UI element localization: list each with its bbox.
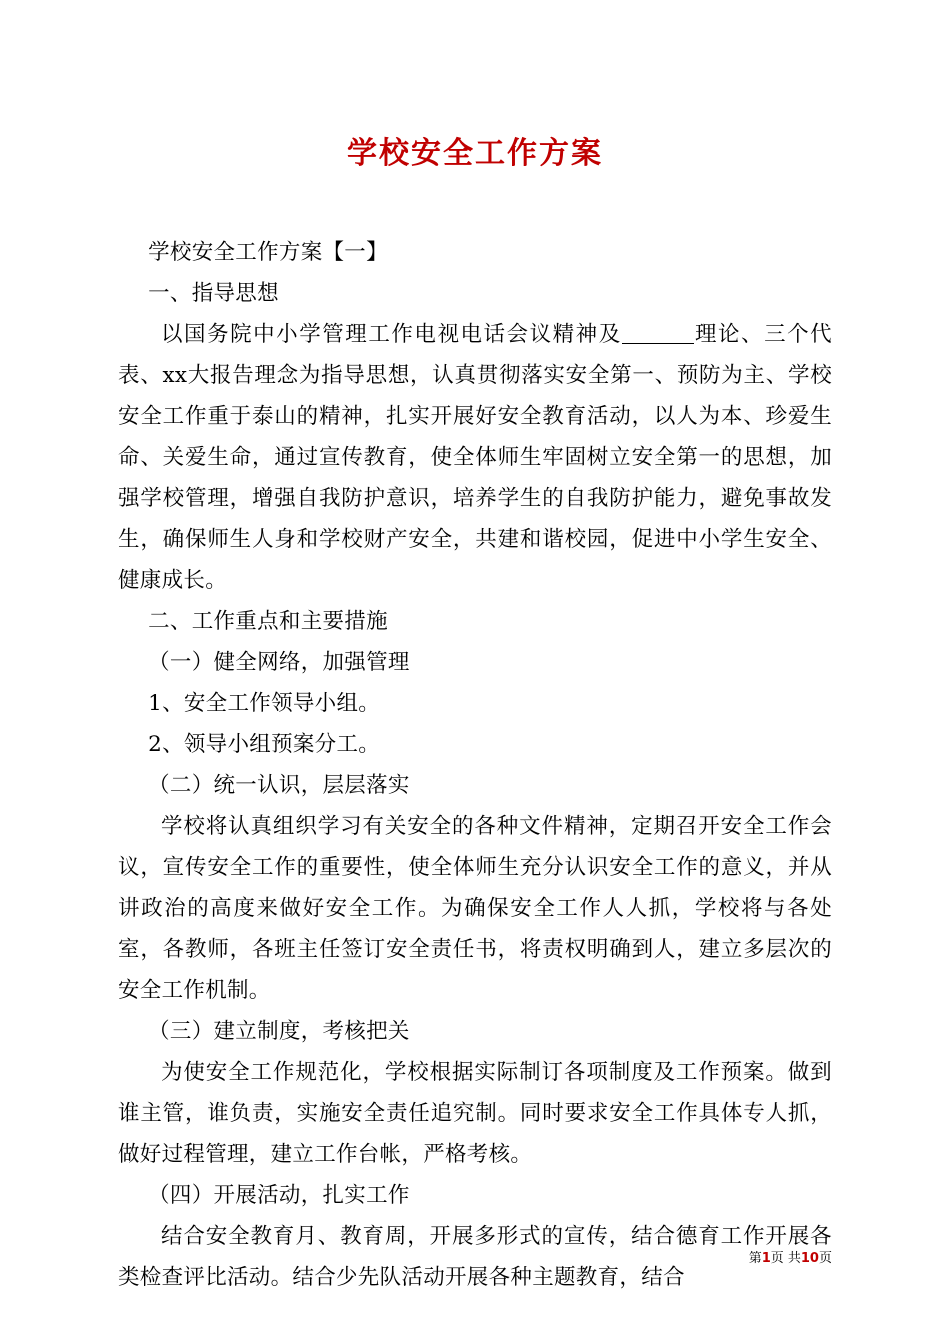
fill-in-blank (622, 343, 694, 344)
paragraph-item-1-sub-2: 2、领导小组预案分工。 (148, 732, 381, 757)
paragraph-item-4-heading: （四）开展活动，扎实工作 (148, 1183, 410, 1208)
page-title: 学校安全工作方案 (347, 136, 603, 171)
paragraph-item-3-body: 为使安全工作规范化，学校根据实际制订各项制度及工作预案。做到谁主管，谁负责，实施安全责任追究制。同时要求安全工作具体专人抓，做好过程管理，建立工作台帐，严格考核。 (118, 1060, 832, 1167)
footer-prefix: 第 (748, 1251, 762, 1266)
document-body (118, 232, 832, 1298)
page-footer (118, 1247, 832, 1266)
footer-total-pages: 10 (800, 1251, 819, 1266)
paragraph-item-1-heading: （一）健全网络，加强管理 (148, 650, 410, 675)
paragraph-text-part-2: 理论、三个代表、xx大报告理念为指导思想，认真贯彻落实安全第一、预防为主、学校安全工作重于泰山的精神，扎实开展好安全教育活动，以人为本、珍爱生命、关爱生命，通过宣传教育，使全体师生牢固树立安全第一的思想，加强学校管理，增强自我防护意识，培养学生的自我防护能力，避免事故发生，确保师生人身和学校财产安全，共建和谐校园，促进中小学生安全、健康成长。 (118, 322, 832, 593)
paragraph-guiding-thought-heading: 一、指导思想 (148, 281, 279, 306)
paragraph-item-2-body: 学校将认真组织学习有关安全的各种文件精神，定期召开安全工作会议，宣传安全工作的重要性，使全体师生充分认识安全工作的意义，并从讲政治的高度来做好安全工作。为确保安全工作人人抓，学校将与各处室，各教师，各班主任签订安全责任书，将责权明确到人，建立多层次的安全工作机制。 (118, 814, 832, 1003)
footer-middle: 页 共 (770, 1251, 801, 1266)
paragraph-item-4-body: 结合安全教育月、教育周，开展多形式的宣传，结合德育工作开展各类检查评比活动。结合少先队活动开展各种主题教育，结合 (118, 1224, 832, 1290)
paragraph-key-work-heading: 二、工作重点和主要措施 (148, 609, 388, 634)
paragraph-item-3-heading: （三）建立制度，考核把关 (148, 1019, 410, 1044)
paragraph-item-1-sub-1: 1、安全工作领导小组。 (148, 691, 381, 716)
footer-suffix: 页 (818, 1251, 832, 1266)
paragraph-text-part-1: 以国务院中小学管理工作电视电话会议精神及 (161, 322, 622, 347)
paragraph-heading-section: 学校安全工作方案【一】 (148, 240, 388, 265)
paragraph-guiding-thought-body (118, 314, 832, 601)
footer-current-page: 1 (761, 1251, 771, 1266)
paragraph-item-2-heading: （二）统一认识，层层落实 (148, 773, 410, 798)
